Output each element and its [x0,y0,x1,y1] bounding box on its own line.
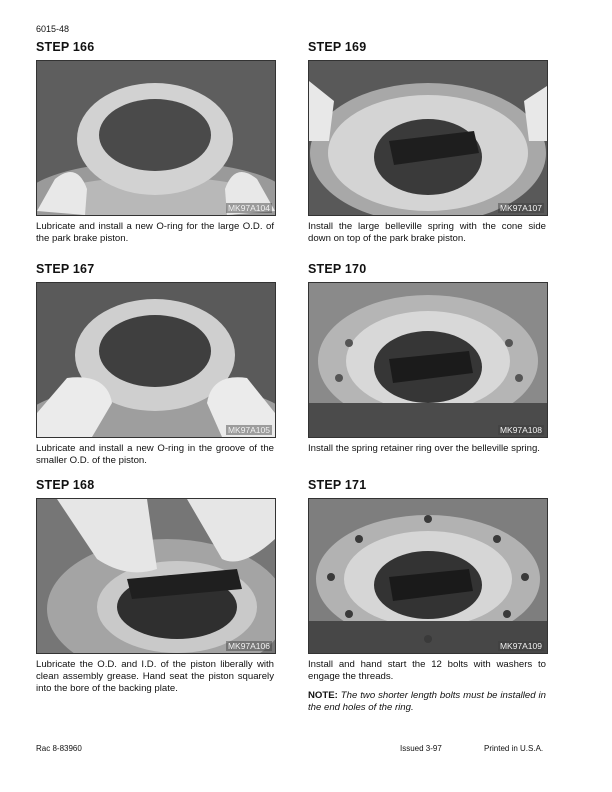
photo-code: MK97A109 [499,641,542,651]
document-id: 6015-48 [36,24,70,34]
step-caption: Install the spring retainer ring over the belleville spring. [308,443,540,454]
step-title: STEP 167 [36,262,95,276]
photo-code: MK97A105 [227,425,270,435]
step-169 [308,40,546,245]
photo-code: MK97A108 [499,425,542,435]
step-168-photo [36,498,276,654]
step-170-photo [308,282,548,438]
step-171 [308,478,546,683]
photo-code: MK97A107 [499,203,542,213]
footer-printed: Printed in U.S.A. [484,744,544,753]
photo-code: MK97A104 [227,203,270,213]
note-text: The two shorter length bolts must be installed in the end holes of the ring. [308,690,546,714]
note [308,690,546,714]
footer-doc-number: Rac 8-83960 [36,744,82,753]
note-label: NOTE: [308,690,338,701]
step-title: STEP 168 [36,478,95,492]
step-167 [36,262,274,467]
step-169-photo [308,60,548,216]
step-title: STEP 171 [308,478,367,492]
step-title: STEP 170 [308,262,367,276]
step-166-photo [36,60,276,216]
photo-code: MK97A106 [227,641,270,651]
step-caption: Install and hand start the 12 bolts with washers to engage the threads. [308,659,546,683]
step-caption: Lubricate and install a new O-ring for the large O.D. of the park brake piston. [36,221,274,245]
step-caption: Install the large belleville spring with the cone side down on top of the park brake piston. [308,221,546,245]
step-168 [36,478,274,696]
step-170 [308,262,546,455]
step-title: STEP 166 [36,40,95,54]
step-167-photo [36,282,276,438]
step-caption: Lubricate and install a new O-ring in the groove of the smaller O.D. of the piston. [36,443,274,467]
footer-issued: Issued 3-97 [400,744,442,753]
step-title: STEP 169 [308,40,367,54]
step-caption: Lubricate the O.D. and I.D. of the piston liberally with clean assembly grease. Hand seat the piston squarely into the bore of the backing plate. [36,659,274,695]
step-171-photo [308,498,548,654]
step-166 [36,40,274,245]
